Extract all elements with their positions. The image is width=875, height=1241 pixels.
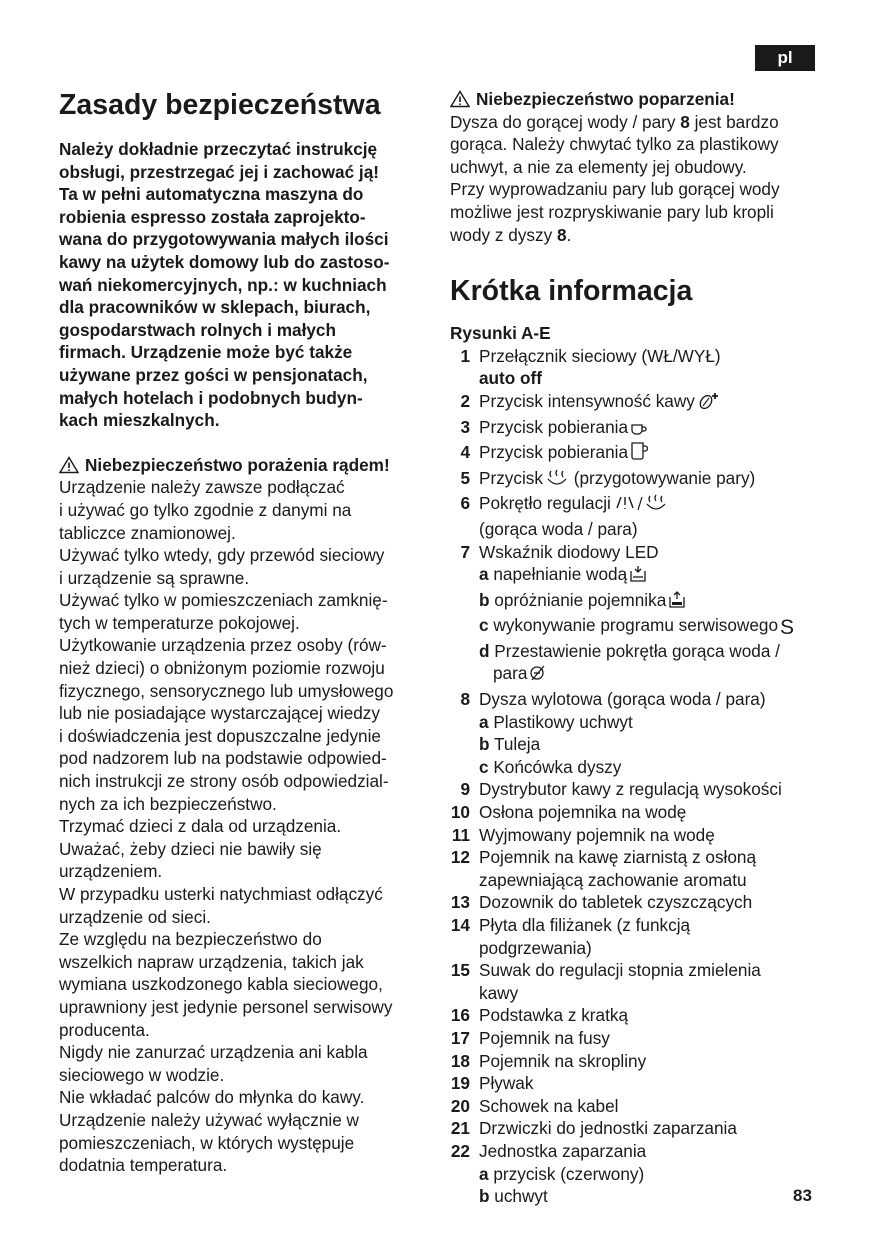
parts-list-item: [450, 390, 820, 416]
item-text: [470, 1027, 820, 1050]
item-label: wykonywanie programu serwisowego: [493, 615, 779, 636]
shock-warning-line: sieciowego w wodzie.: [59, 1064, 225, 1085]
shock-warning-line: wszelkich napraw urządzenia, takich jak: [59, 951, 364, 972]
item-text: [470, 891, 820, 914]
shock-warning-line: Użytkowanie urządzenia przez osoby (rów-: [59, 635, 387, 656]
item-label: Plastikowy uchwyt: [493, 711, 633, 732]
item-number: 22: [450, 1140, 470, 1161]
item-label: Końcówka dyszy: [493, 756, 622, 777]
item-label: napełnianie wodą: [493, 564, 628, 585]
item-text: [470, 563, 820, 589]
item-text: [470, 1072, 820, 1095]
part-ref-number: 8: [556, 224, 567, 245]
item-label: Pojemnik na kawę ziarnistą z osłoną: [479, 847, 757, 868]
item-number: [450, 733, 470, 756]
item-text: [470, 614, 820, 640]
item-text: [470, 1185, 820, 1208]
item-number: 10: [450, 802, 470, 823]
burn-text: Przy wyprowadzaniu pary lub gorącej wody: [450, 179, 780, 200]
parts-list-item: [450, 891, 820, 914]
parts-list-subline: [450, 367, 820, 390]
fill-water-icon: [629, 565, 647, 589]
item-label: Przycisk pobierania: [479, 416, 629, 437]
intro-line: małych hotelach i podobnych budyn-: [59, 387, 363, 408]
item-number: 4: [460, 442, 470, 463]
hot-water-steam-icon: [613, 494, 671, 518]
item-text: [470, 467, 820, 493]
dial-icon: [529, 664, 547, 688]
item-text: [470, 711, 820, 734]
item-number: 6: [460, 493, 470, 514]
parts-list-item: [450, 1072, 820, 1095]
burn-text: Dysza do gorącej wody / pary: [450, 111, 681, 132]
intro-line: firmach. Urządzenie może być także: [59, 342, 353, 363]
burn-text: możliwe jest rozpryskiwanie pary lub kropli: [450, 201, 774, 222]
item-label: Przycisk pobierania: [479, 442, 629, 463]
parts-list-item: [450, 778, 820, 801]
item-text: [470, 1095, 820, 1118]
parts-list-subline: [450, 662, 820, 688]
item-text: [470, 1117, 820, 1140]
item-label: opróżnianie pojemnika: [494, 589, 667, 610]
parts-list-item: [450, 492, 820, 518]
item-number: [450, 589, 470, 615]
parts-list-item: [450, 914, 820, 937]
shock-warning-line: fizycznego, sensorycznego lub umysłowego: [59, 680, 394, 701]
item-text: [470, 778, 820, 801]
item-number: 13: [450, 892, 470, 913]
burn-warning-line: [450, 156, 820, 179]
item-text: [470, 937, 820, 960]
shock-warning-line: urządzenie od sieci.: [59, 906, 211, 927]
shock-warning-line: dodatnia temperatura.: [59, 1155, 228, 1176]
parts-list-subline: [450, 614, 820, 640]
item-label: Schowek na kabel: [479, 1095, 619, 1116]
shock-warning-line: Używać tylko wtedy, gdy przewód sieciowy: [59, 545, 385, 566]
shock-warning-line: nież dzieci) o obniżonym poziomie rozwoju: [59, 658, 385, 679]
parts-list-subline: [450, 711, 820, 734]
item-text: [470, 959, 820, 982]
sub-letter: b: [479, 589, 490, 610]
shock-warning-line: Urządzenie należy używać wyłącznie w: [59, 1109, 359, 1130]
item-number: [450, 1185, 470, 1208]
shock-warning-line: tabliczce znamionowej.: [59, 522, 236, 543]
item-number: [450, 1163, 470, 1186]
parts-list-item: [450, 688, 820, 711]
service-s-icon: S: [780, 616, 795, 640]
shock-warning-line: nich instrukcji ze strony osób odpowiedzial-: [59, 771, 389, 792]
item-text: [470, 1140, 820, 1163]
parts-list-subline: [450, 589, 820, 615]
item-label: Osłona pojemnika na wodę: [479, 802, 687, 823]
item-text: [470, 589, 820, 615]
item-number: 2: [460, 390, 470, 411]
item-text: [470, 801, 820, 824]
item-number: [450, 756, 470, 779]
item-number: [450, 563, 470, 589]
parts-list-item: [450, 1027, 820, 1050]
item-label: przycisk (czerwony): [493, 1163, 645, 1184]
parts-list-subline: [450, 563, 820, 589]
item-number: 1: [460, 345, 470, 366]
item-label: Wyjmowany pojemnik na wodę: [479, 824, 715, 845]
item-label: Pojemnik na fusy: [479, 1027, 610, 1048]
shock-warning-line: Używać tylko w pomieszczeniach zamknię-: [59, 590, 388, 611]
intro-line: Należy dokładnie przeczytać instrukcję: [59, 139, 378, 159]
parts-list-subline: [450, 869, 820, 892]
intro-line: obsługi, przestrzegać jej i zachować ją!: [59, 161, 379, 182]
item-number: 18: [450, 1050, 470, 1071]
shock-warning-label: Niebezpieczeństwo porażenia rądem!: [85, 454, 390, 475]
shock-warning-line: W przypadku usterki natychmiast odłączyć: [59, 884, 383, 904]
auto-off-label: auto off: [479, 368, 543, 389]
item-text: [470, 441, 820, 467]
empty-container-icon: [668, 591, 686, 615]
shock-warning-title: [59, 454, 429, 477]
small-cup-icon: [630, 419, 648, 442]
intro-line: gospodarstwach rolnych i małych: [59, 319, 336, 340]
item-label: Podstawka z kratką: [479, 1005, 629, 1026]
item-text: [470, 390, 820, 416]
item-text: [470, 640, 820, 663]
parts-list-item: [450, 416, 820, 442]
burn-text: wody z dyszy: [450, 224, 557, 245]
item-label: Pokrętło regulacji: [479, 493, 611, 514]
burn-warning-text: [450, 111, 820, 247]
item-label: Jednostka zaparzania: [479, 1140, 647, 1161]
parts-list-subline: [450, 1163, 820, 1186]
item-text: [470, 824, 820, 847]
item-number: [450, 518, 470, 541]
item-text: [470, 367, 820, 390]
item-label: kawy: [479, 982, 519, 1003]
burn-warning-line: [450, 178, 820, 201]
parts-list-item: [450, 1095, 820, 1118]
item-label: Pojemnik na skropliny: [479, 1050, 647, 1071]
item-label: podgrzewania): [479, 937, 592, 958]
parts-list-item: [450, 1004, 820, 1027]
parts-list-item: [450, 959, 820, 982]
intro-line: wań niekomercyjnych, np.: w kuchniach: [59, 274, 387, 295]
shock-warning-line: pod nadzorem lub na podstawie odpowied-: [59, 748, 387, 769]
burn-text: gorąca. Należy chwytać tylko za plastikowy: [450, 134, 779, 155]
parts-list-item: [450, 801, 820, 824]
item-label: Dysza wylotowa (gorąca woda / para): [479, 689, 766, 710]
item-label: Wskaźnik diodowy LED: [479, 541, 659, 562]
language-tab: pl: [755, 45, 815, 71]
sub-letter: a: [479, 1163, 489, 1184]
item-text: [470, 1050, 820, 1073]
burn-warning-line: [450, 224, 820, 247]
shock-warning-line: wymiana uszkodzonego kabla sieciowego,: [59, 974, 383, 995]
shock-warning-line: Ze względu na bezpieczeństwo do: [59, 929, 322, 950]
shock-warning-line: uprawniony jest jedynie personel serwisowy: [59, 996, 393, 1017]
sub-letter: a: [479, 711, 489, 732]
left-column: [59, 88, 429, 1177]
parts-list-item: [450, 441, 820, 467]
item-number: [450, 640, 470, 663]
item-label: Przycisk: [479, 467, 543, 488]
item-text: [470, 662, 820, 688]
item-text: [470, 416, 820, 442]
sub-letter: b: [479, 734, 490, 755]
shock-warning-line: i urządzenie są sprawne.: [59, 567, 250, 588]
item-text: [470, 541, 820, 564]
parts-list: [450, 345, 820, 1208]
item-label: (przygotowywanie pary): [573, 467, 756, 488]
item-label: Przełącznik sieciowy (WŁ/WYŁ): [479, 345, 721, 366]
parts-list-subline: [450, 937, 820, 960]
burn-warning-title: [450, 88, 820, 111]
sub-letter: c: [479, 615, 489, 636]
parts-list-item: [450, 1050, 820, 1073]
item-label: para: [493, 663, 528, 684]
item-number: 14: [450, 915, 470, 935]
intro-line: używane przez gości w pensjonatach,: [59, 364, 368, 385]
item-label: Dozownik do tabletek czyszczących: [479, 892, 753, 913]
item-text: [470, 1163, 820, 1186]
intro-line: wana do przygotowywania małych ilości: [59, 229, 389, 250]
shock-warning-line: Trzymać dzieci z dala od urządzenia.: [59, 816, 342, 837]
shock-warning-line: pomieszczeniach, w których występuje: [59, 1132, 355, 1153]
item-label: uchwyt: [494, 1186, 548, 1207]
item-text: [470, 1004, 820, 1027]
parts-list-subline: [450, 518, 820, 541]
shock-warning-line: Nie wkładać palców do młynka do kawy.: [59, 1087, 365, 1108]
parts-list-item: [450, 467, 820, 493]
item-label: Przycisk intensywność kawy: [479, 390, 695, 411]
item-number: 12: [450, 847, 470, 868]
item-number: [450, 662, 470, 688]
item-number: 21: [450, 1118, 470, 1139]
item-number: 19: [450, 1073, 470, 1094]
steam-icon: [545, 469, 569, 493]
item-label: Pływak: [479, 1073, 534, 1094]
item-number: [450, 711, 470, 734]
page-number: 83: [793, 1186, 812, 1205]
burn-warning-line: [450, 133, 820, 156]
part-ref-number: 8: [680, 111, 690, 132]
item-number: [450, 937, 470, 960]
sub-letter: a: [479, 564, 489, 585]
item-number: 5: [460, 467, 470, 488]
parts-list-item: [450, 345, 820, 368]
shock-warning-line: Uważać, żeby dzieci nie bawiły się: [59, 838, 322, 859]
item-label: (gorąca woda / para): [479, 518, 638, 539]
item-number: [450, 367, 470, 390]
item-label: Suwak do regulacji stopnia zmielenia: [479, 960, 761, 981]
item-number: 11: [451, 824, 470, 845]
burn-warning-line: [450, 201, 820, 224]
parts-list-item: [450, 824, 820, 847]
parts-list-item: [450, 846, 820, 869]
item-text: [470, 869, 820, 892]
item-text: [470, 846, 820, 869]
parts-list-subline: [450, 982, 820, 1005]
shock-warning-line: i używać go tylko zgodnie z danymi na: [59, 499, 352, 520]
burn-text: .: [566, 224, 572, 245]
parts-list-subline: [450, 640, 820, 663]
quick-info-title: Krótka informacja: [450, 275, 693, 308]
intro-line: Ta w pełni automatyczna maszyna do: [59, 184, 364, 205]
item-number: 8: [460, 689, 470, 710]
sub-letter: b: [479, 1186, 490, 1207]
item-number: 17: [450, 1027, 470, 1048]
intro-line: kach mieszkalnych.: [59, 410, 220, 431]
item-label: Płyta dla filiżanek (z funkcją: [479, 915, 691, 935]
item-number: [450, 614, 470, 640]
safety-title: Zasady bezpieczeństwa: [59, 89, 381, 121]
sub-letter: c: [479, 756, 489, 777]
item-text: [470, 688, 820, 711]
burn-text: uchwyt, a nie za elementy jej obudowy.: [450, 156, 747, 177]
item-number: 20: [450, 1095, 470, 1116]
parts-list-item: [450, 1117, 820, 1140]
item-text: [470, 492, 820, 518]
parts-list-subline: [450, 733, 820, 756]
parts-list-item: [450, 541, 820, 564]
item-text: [470, 914, 820, 937]
item-number: [450, 869, 470, 892]
item-label: zapewniającą zachowanie aromatu: [479, 869, 747, 890]
item-number: 7: [460, 541, 470, 562]
shock-warning-line: nych za ich bezpieczeństwo.: [59, 793, 277, 814]
shock-warning-line: producenta.: [59, 1019, 150, 1040]
warning-triangle-icon: [59, 456, 79, 474]
item-text: [470, 756, 820, 779]
item-number: 16: [450, 1005, 470, 1026]
intro-line: kawy na użytek domowy lub do zastoso-: [59, 251, 390, 272]
shock-warning-line: lub nie posiadające wystarczającej wiedzy: [59, 703, 380, 724]
shock-warning-line: Nigdy nie zanurzać urządzenia ani kabla: [59, 1042, 368, 1063]
intro-line: dla pracowników w sklepach, biurach,: [59, 297, 371, 318]
burn-text: jest bardzo: [689, 111, 779, 132]
item-label: Przestawienie pokrętła gorąca woda /: [494, 640, 780, 661]
item-label: Drzwiczki do jednostki zaparzania: [479, 1118, 737, 1139]
intro-line: robienia espresso została zaprojekto-: [59, 206, 366, 227]
shock-warning-line: urządzeniem.: [59, 861, 163, 882]
shock-warning-line: tych w temperaturze pokojowej.: [59, 612, 300, 633]
item-number: 15: [450, 960, 470, 981]
item-text: [470, 733, 820, 756]
item-text: [470, 982, 820, 1005]
burn-warning-line: [450, 111, 820, 134]
parts-list-item: [450, 1140, 820, 1163]
item-label: Dystrybutor kawy z regulacją wysokości: [479, 779, 782, 800]
item-number: 9: [460, 779, 470, 800]
warning-triangle-icon: [450, 90, 470, 108]
right-column: [450, 88, 820, 1208]
shock-warning-text: [59, 476, 429, 1176]
intro-block: [59, 138, 429, 432]
sub-letter: d: [479, 640, 490, 661]
item-text: [470, 518, 820, 541]
item-text: [470, 345, 820, 368]
item-number: 3: [460, 416, 470, 437]
parts-list-subline: [450, 1185, 820, 1208]
shock-warning-line: i doświadczenia jest dopuszczalne jedynie: [59, 725, 381, 746]
burn-warning-label: Niebezpieczeństwo poparzenia!: [476, 89, 735, 109]
shock-warning-line: Urządzenie należy zawsze podłączać: [59, 477, 345, 498]
bean-plus-icon: [697, 392, 719, 416]
figures-label: Rysunki A-E: [450, 323, 551, 344]
parts-list-subline: [450, 756, 820, 779]
large-cup-icon: [630, 441, 648, 467]
item-label: Tuleja: [493, 734, 541, 755]
item-number: [450, 982, 470, 1005]
